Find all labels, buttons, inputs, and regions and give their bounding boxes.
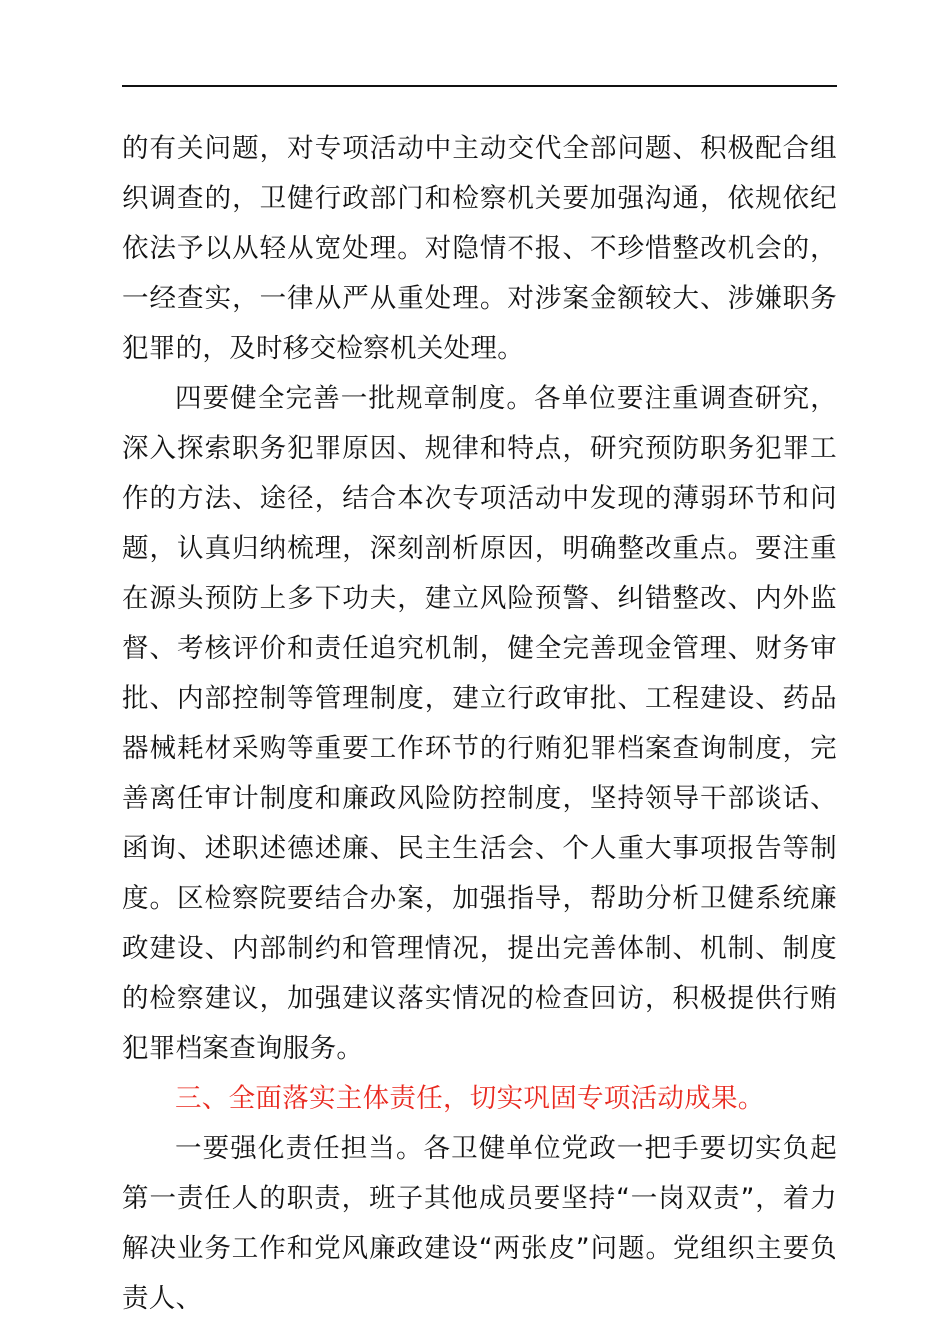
- section-heading: 三、全面落实主体责任，切实巩固专项活动成果。: [175, 1083, 765, 1114]
- document-body: [122, 124, 837, 1324]
- paragraph-continuation: 的有关问题，对专项活动中主动交代全部问题、积极配合组织调查的，卫健行政部门和检察机关要加强沟通，依规依纪依法予以从轻从宽处理。对隐情不报、不珍惜整改机会的，一经查实，一律从严从重处理。对涉案金额较大、涉嫌职务犯罪的，及时移交检察机关处理。: [122, 133, 837, 364]
- paragraph-regulations: 四要健全完善一批规章制度。各单位要注重调查研究，深入探索职务犯罪原因、规律和特点，研究预防职务犯罪工作的方法、途径，结合本次专项活动中发现的薄弱环节和问题，认真归纳梳理，深刻剖析原因，明确整改重点。要注重在源头预防上多下功夫，建立风险预警、纠错整改、内外监督、考核评价和责任追究机制，健全完善现金管理、财务审批、内部控制等管理制度，建立行政审批、工程建设、药品器械耗材采购等重要工作环节的行贿犯罪档案查询制度，完善离任审计制度和廉政风险防控制度，坚持领导干部谈话、函询、述职述德述廉、民主生活会、个人重大事项报告等制度。区检察院要结合办案，加强指导，帮助分析卫健系统廉政建设、内部制约和管理情况，提出完善体制、机制、制度的检察建议，加强建议落实情况的检查回访，积极提供行贿犯罪档案查询服务。: [122, 383, 837, 1064]
- header-rule: [122, 85, 837, 87]
- paragraph-responsibility: 一要强化责任担当。各卫健单位党政一把手要切实负起第一责任人的职责，班子其他成员要坚持“一岗双责”，着力解决业务工作和党风廉政建设“两张皮”问题。党组织主要负责人、: [122, 1133, 837, 1314]
